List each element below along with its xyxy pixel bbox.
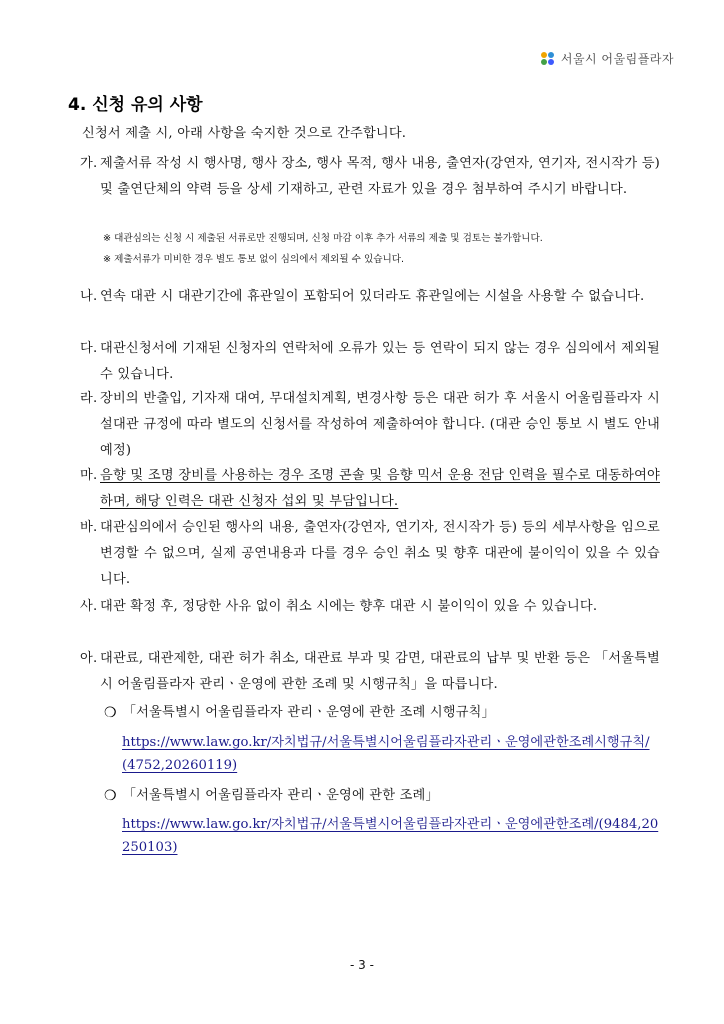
list-item-ra (80, 386, 660, 464)
item-label: 바. (80, 520, 98, 535)
reference-enforcement-rules (104, 700, 495, 726)
item-text: 음향 및 조명 장비를 사용하는 경우 조명 콘솔 및 음향 믹서 운용 전담 인력을 필수로 대동하여야 하며, 해당 인력은 대관 신청자 섭외 및 부담입니다. (100, 468, 660, 509)
hollow-circle-bullet-icon: ❍ (104, 705, 117, 721)
section-title: 4. 신청 유의 사항 (68, 95, 203, 115)
list-item-ga (80, 151, 660, 203)
item-label: 가. (80, 156, 98, 171)
reference-link-ordinance[interactable]: https://www.law.go.kr/자치법규/서울특별시어울림플라자관리ㆍ운영에관한조례/(9484,20250103) (122, 817, 659, 855)
item-text: 대관심의에서 승인된 행사의 내용, 출연자(강연자, 연기자, 전시작가 등) 등의 세부사항을 임으로 변경할 수 없으며, 실제 공연내용과 다를 경우 승인 취소 및 향후 대관에 불이익이 있을 수 있습니다. (100, 520, 660, 587)
item-text: 연속 대관 시 대관기간에 휴관일이 포함되어 있더라도 휴관일에는 시설을 사용할 수 없습니다. (100, 289, 645, 304)
note-review: ※ 대관심의는 신청 시 제출된 서류로만 진행되며, 신청 마감 이후 추가 서류의 제출 및 검토는 불가합니다. (103, 233, 543, 244)
reference-link-enforcement-rules[interactable]: https://www.law.go.kr/자치법규/서울특별시어울림플라자관리ㆍ운영에관한조례시행규칙/(4752,20260119) (122, 735, 650, 773)
item-label: 나. (80, 289, 98, 304)
item-label: 라. (80, 391, 98, 406)
item-label: 마. (80, 468, 98, 483)
note-incomplete: ※ 제출서류가 미비한 경우 별도 통보 없이 심의에서 제외될 수 있습니다. (103, 254, 405, 265)
brand-name: 서울시 어울림플라자 (560, 52, 674, 66)
item-text: 대관료, 대관제한, 대관 허가 취소, 대관료 부과 및 감면, 대관료의 납부 및 반환 등은 「서울특별시 어울림플라자 관리ㆍ운영에 관한 조례 및 시행규칙」을 따릅니다. (100, 651, 660, 692)
brand-header (541, 50, 674, 67)
item-text: 제출서류 작성 시 행사명, 행사 장소, 행사 목적, 행사 내용, 출연자(강연자, 연기자, 전시작가 등) 및 출연단체의 약력 등을 상세 기재하고, 관련 자료가 있을 경우 첨부하여 주시기 바랍니다. (100, 156, 660, 197)
list-item-da (80, 336, 660, 388)
item-text: 장비의 반출입, 기자재 대여, 무대설치계획, 변경사항 등은 대관 허가 후 서울시 어울림플라자 시설대관 규정에 따라 별도의 신청서를 작성하여 제출하여야 합니다. (대관 승인 통보 시 별도 안내 예정) (100, 391, 660, 458)
list-item-a (80, 646, 660, 698)
brand-logo-icon (541, 52, 555, 66)
reference-ordinance (104, 783, 439, 809)
item-label: 다. (80, 341, 98, 356)
item-text: 대관 확정 후, 정당한 사유 없이 취소 시에는 향후 대관 시 불이익이 있을 수 있습니다. (100, 599, 598, 614)
item-label: 사. (80, 599, 98, 614)
reference-title: 「서울특별시 어울림플라자 관리ㆍ운영에 관한 조례」 (122, 788, 439, 803)
hollow-circle-bullet-icon: ❍ (104, 788, 117, 804)
list-item-na (80, 284, 660, 310)
item-label: 아. (80, 651, 98, 666)
list-item-ba (80, 515, 660, 593)
item-text: 대관신청서에 기재된 신청자의 연락처에 오류가 있는 등 연락이 되지 않는 경우 심의에서 제외될 수 있습니다. (100, 341, 660, 382)
page-number: - 3 - (350, 958, 374, 972)
intro-text: 신청서 제출 시, 아래 사항을 숙지한 것으로 간주합니다. (82, 126, 407, 141)
list-item-ma (80, 463, 660, 515)
reference-title: 「서울특별시 어울림플라자 관리ㆍ운영에 관한 조례 시행규칙」 (122, 705, 495, 720)
list-item-sa (80, 594, 660, 620)
